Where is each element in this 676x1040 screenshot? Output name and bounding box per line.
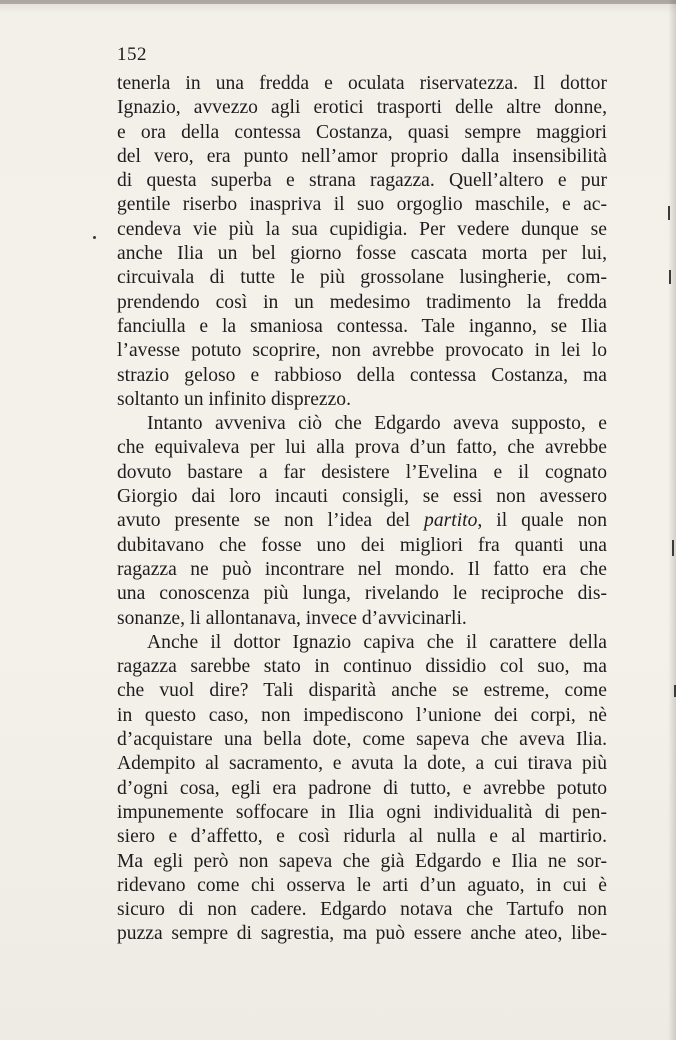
text-line: [117, 509, 607, 533]
body-text: [117, 72, 607, 947]
text-line: l’avesse potuto scoprire, non avrebbe provocato in lei lo: [117, 340, 607, 362]
text-line: circuivala di tutte le più grossolane lusingherie, com-: [117, 267, 607, 289]
text-line: Ignazio, avvezzo agli erotici trasporti delle altre donne,: [117, 97, 607, 119]
text-line: Anche il dottor Ignazio capiva che il carattere della: [147, 631, 607, 653]
text-line: in questo caso, non impediscono l’unione dei corpi, nè: [117, 704, 607, 726]
text-line: siero e d’affetto, e così ridurla al nulla e al martirio.: [117, 826, 607, 848]
text-line: puzza sempre di sagrestia, ma può essere anche ateo, libe-: [117, 923, 607, 945]
text-line: che vuol dire? Tali disparità anche se estreme, come: [117, 680, 607, 702]
text-line: Adempito al sacramento, e avuta la dote, a cui tirava più: [117, 753, 607, 775]
margin-speck: [669, 270, 671, 284]
text-line: tenerla in una fredda e oculata riservatezza. Il dottor: [117, 73, 607, 94]
page-number: 152: [117, 44, 147, 65]
text-line: d’ogni cosa, egli era padrone di tutto, e avrebbe potuto: [117, 777, 607, 799]
text-line: sonanze, li allontanava, invece d’avvicinarli.: [117, 607, 467, 629]
text-line: Intanto avveniva ciò che Edgardo aveva supposto, e: [147, 413, 607, 435]
page-right-edge-shadow: [668, 0, 676, 1040]
text-line: di questa superba e strana ragazza. Quell’altero e pur: [117, 170, 607, 192]
margin-speck: [672, 540, 674, 556]
italic-word: partito: [424, 510, 478, 532]
text-line: e ora della contessa Costanza, quasi sempre maggiori: [117, 121, 607, 143]
text-line: sicuro di non cadere. Edgardo notava che Tartufo non: [117, 899, 607, 921]
text-line: ragazza sarebbe stato in continuo dissidio col suo, ma: [117, 656, 607, 678]
text-segment: , il quale non: [477, 510, 608, 532]
text-line: prendendo così in un medesimo tradimento la fredda: [117, 291, 607, 313]
text-line: una conoscenza più lunga, rivelando le reciproche dis-: [117, 583, 607, 605]
text-line: ragazza ne può incontrare nel mondo. Il fatto era che: [117, 558, 607, 580]
text-line: anche Ilia un bel giorno fosse cascata morta per lui,: [117, 243, 607, 265]
text-line: dovuto bastare a far desistere l’Evelina e il cognato: [117, 461, 607, 483]
text-line: dubitavano che fosse uno dei migliori fra quanti una: [117, 534, 607, 556]
margin-speck: [668, 206, 670, 220]
text-line: impunemente soffocare in Ilia ogni individualità di pen-: [117, 801, 607, 823]
text-line: Giorgio dai loro incauti consigli, se essi non avessero: [117, 486, 607, 508]
text-line: che equivaleva per lui alla prova d’un fatto, che avrebbe: [117, 437, 607, 459]
text-line: fanciulla e la smaniosa contessa. Tale inganno, se Ilia: [117, 315, 607, 337]
text-line: gentile riserbo inaspriva il suo orgoglio maschile, e ac-: [117, 194, 607, 216]
text-line: ridevano come chi osserva le arti d’un aguato, in cui è: [117, 874, 607, 896]
text-line: del vero, era punto nell’amor proprio dalla insensibilità: [117, 145, 607, 167]
text-line: cendeva vie più la sua cupidigia. Per vedere dunque se: [117, 218, 607, 240]
margin-speck: [93, 236, 96, 239]
page-top-edge: [0, 0, 676, 4]
text-line: strazio geloso e rabbioso della contessa Costanza, ma: [117, 364, 607, 386]
text-line: Ma egli però non sapeva che già Edgardo e Ilia ne sor-: [117, 850, 607, 872]
text-segment: avuto presente se non l’idea del: [117, 510, 425, 532]
text-line: d’acquistare una bella dote, come sapeva che aveva Ilia.: [117, 729, 607, 751]
text-line: soltanto un infinito disprezzo.: [117, 388, 351, 410]
